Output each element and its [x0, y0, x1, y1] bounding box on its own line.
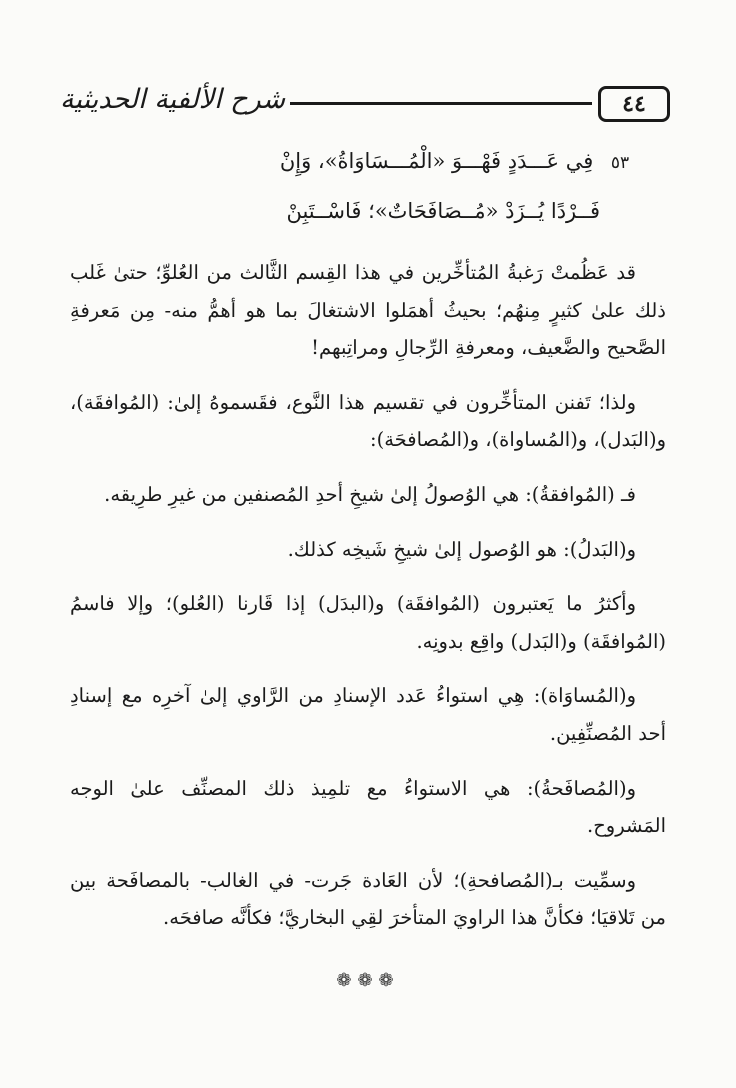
- paragraph: وسمِّيت بـ(المُصافحةِ)؛ لأن العَادة جَرت- في الغالب- بالمصافَحة بين من تَلاقيَا؛ فكأنَّ هذا الراويَ المتأخرَ لقِي البخاريَّ؛ فكأنَّه صافحَه.: [70, 868, 666, 930]
- paragraph: و(المُصافَحةُ): هي الاستواءُ مع تلمِيذ ذلك المصنِّف علىٰ الوجه المَشروح.: [70, 776, 666, 838]
- paragraph: و(المُساوَاة): هِي استواءُ عَدد الإسنادِ من الرَّاوي إلىٰ آخرِه مع إسنادِ أحد المُصنِّفِين.: [70, 684, 666, 745]
- verse-line-1: [100, 146, 640, 178]
- paragraph: فـ (المُوافقةُ): هي الوُصولُ إلىٰ شيخِ أحدِ المُصنفين من غيرِ طرِيقه.: [104, 482, 636, 506]
- paragraph: وأكثرُ ما يَعتبرون (المُوافقَة) و(البدَل) إذا قَارنا (العُلو)؛ وإلا فاسمُ (المُوافقَة) و(البَدل) واقِع بدونِه.: [70, 592, 666, 653]
- verse-line-2: [100, 196, 640, 226]
- verse-number: ٥٣: [610, 153, 630, 173]
- header-rule: [290, 102, 592, 105]
- verse-text-2: فَــرْدًا يُــزَدْ «مُــصَافَحَاتٌ»؛ فَاسْــتَبِنْ: [286, 199, 600, 223]
- page-header: [0, 0, 736, 140]
- book-title: شرح الألفية الحديثية: [60, 84, 286, 115]
- verse-text-1: فِي عَـــدَدٍ فَهْـــوَ «الْمُـــسَاوَاةُ»، وَإِنْ: [279, 149, 594, 173]
- paragraph: ولذا؛ تَفنن المتأخِّرون في تقسيم هذا النَّوع، فقَسموهُ إلىٰ: (المُوافقَة)، و(البَدل)، و(المُساواة)، و(المُصافحَة):: [70, 390, 666, 452]
- page-number: ٤٤: [598, 86, 670, 122]
- paragraph: قد عَظُمتْ رَغبةُ المُتأخِّرين في هذا القِسم الثَّالث من العُلوِّ؛ حتىٰ غَلب ذلك علىٰ كثيرٍ مِنهُم؛ بحيثُ أهمَلوا الاشتغالَ بما هو أهمُّ منه- مِن مَعرفةِ الصَّحيح والضَّعيف، ومعرفةِ الرِّجالِ ومراتِبهم!: [70, 261, 666, 360]
- section-end-ornament: ❁❁❁: [336, 970, 400, 991]
- paragraph: و(البَدلُ): هو الوُصول إلىٰ شيخِ شَيخِه كذلك.: [287, 537, 636, 561]
- commentary-body: [70, 254, 666, 974]
